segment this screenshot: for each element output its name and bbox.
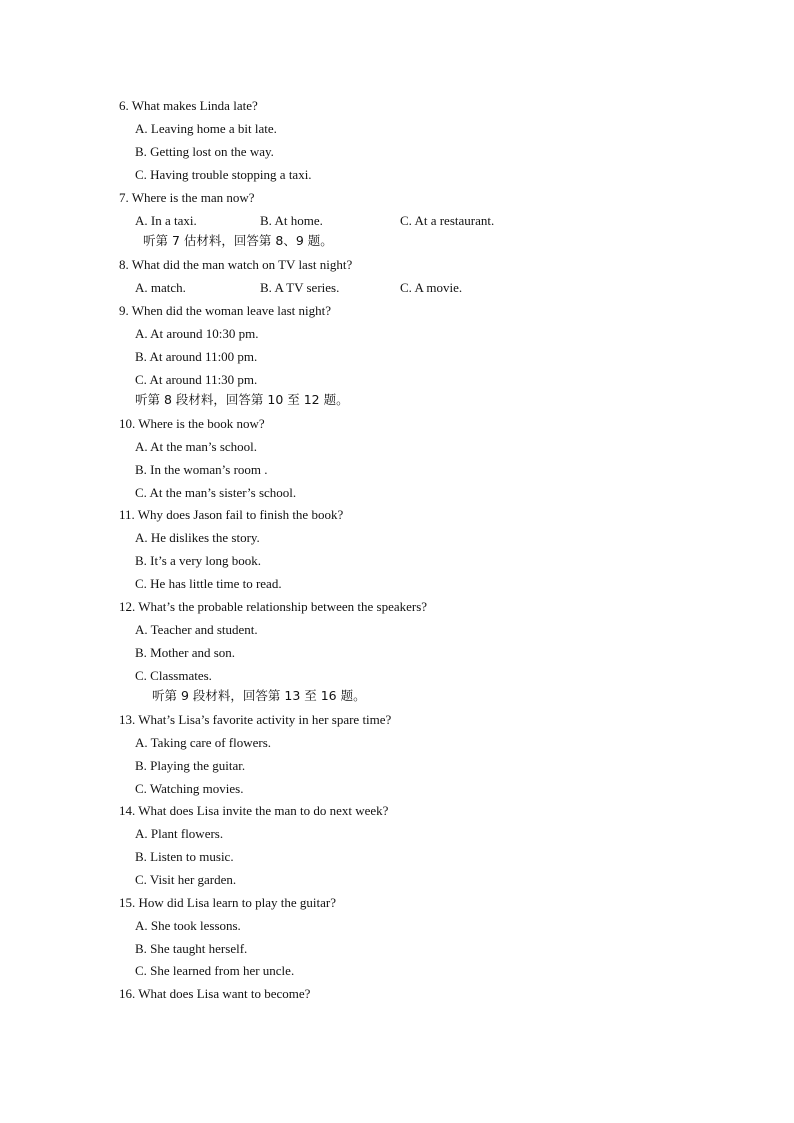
question-13: 13. What’s Lisa’s favorite activity in her spare time? xyxy=(119,712,392,727)
q15-option-c: C. She learned from her uncle. xyxy=(135,963,295,978)
question-14: 14. What does Lisa invite the man to do next week? xyxy=(119,803,389,818)
q10-option-a: A. At the man’s school. xyxy=(135,439,258,454)
q8-option-a: A. match. xyxy=(135,280,186,295)
section-heading-9: 听第 9 段材料，回答第 13 至 16 题。 xyxy=(152,688,366,703)
question-8: 8. What did the man watch on TV last night? xyxy=(119,257,353,272)
question-9: 9. When did the woman leave last night? xyxy=(119,303,332,318)
section-heading-7: 听第 7 估材料，回答第 8、9 题。 xyxy=(143,233,333,248)
q10-option-c: C. At the man’s sister’s school. xyxy=(135,485,297,500)
question-12: 12. What’s the probable relationship between the speakers? xyxy=(119,599,428,614)
q13-option-b: B. Playing the guitar. xyxy=(135,758,246,773)
q8-option-b: B. A TV series. xyxy=(260,280,340,295)
q13-option-c: C. Watching movies. xyxy=(135,781,244,796)
question-11: 11. Why does Jason fail to finish the book? xyxy=(119,507,344,522)
section-heading-8: 听第 8 段材料，回答第 10 至 12 题。 xyxy=(135,392,349,407)
q11-option-b: B. It’s a very long book. xyxy=(135,553,262,568)
q11-option-a: A. He dislikes the story. xyxy=(135,530,260,545)
q15-option-b: B. She taught herself. xyxy=(135,941,248,956)
q10-option-b: B. In the woman’s room . xyxy=(135,462,268,477)
q7-option-c: C. At a restaurant. xyxy=(400,213,495,228)
q6-option-c: C. Having trouble stopping a taxi. xyxy=(135,167,312,182)
q12-option-c: C. Classmates. xyxy=(135,668,212,683)
question-7: 7. Where is the man now? xyxy=(119,190,255,205)
q6-option-b: B. Getting lost on the way. xyxy=(135,144,274,159)
q7-option-a: A. In a taxi. xyxy=(135,213,197,228)
question-15: 15. How did Lisa learn to play the guitar? xyxy=(119,895,336,910)
q8-option-c: C. A movie. xyxy=(400,280,463,295)
q11-option-c: C. He has little time to read. xyxy=(135,576,282,591)
q13-option-a: A. Taking care of flowers. xyxy=(135,735,272,750)
q9-option-c: C. At around 11:30 pm. xyxy=(135,372,258,387)
q7-option-b: B. At home. xyxy=(260,213,323,228)
q12-option-a: A. Teacher and student. xyxy=(135,622,258,637)
q12-option-b: B. Mother and son. xyxy=(135,645,236,660)
q14-option-a: A. Plant flowers. xyxy=(135,826,224,841)
q14-option-b: B. Listen to music. xyxy=(135,849,234,864)
q9-option-a: A. At around 10:30 pm. xyxy=(135,326,259,341)
q14-option-c: C. Visit her garden. xyxy=(135,872,237,887)
question-10: 10. Where is the book now? xyxy=(119,416,265,431)
question-16: 16. What does Lisa want to become? xyxy=(119,986,311,1001)
question-6: 6. What makes Linda late? xyxy=(119,98,258,113)
q15-option-a: A. She took lessons. xyxy=(135,918,241,933)
q6-option-a: A. Leaving home a bit late. xyxy=(135,121,277,136)
q9-option-b: B. At around 11:00 pm. xyxy=(135,349,258,364)
